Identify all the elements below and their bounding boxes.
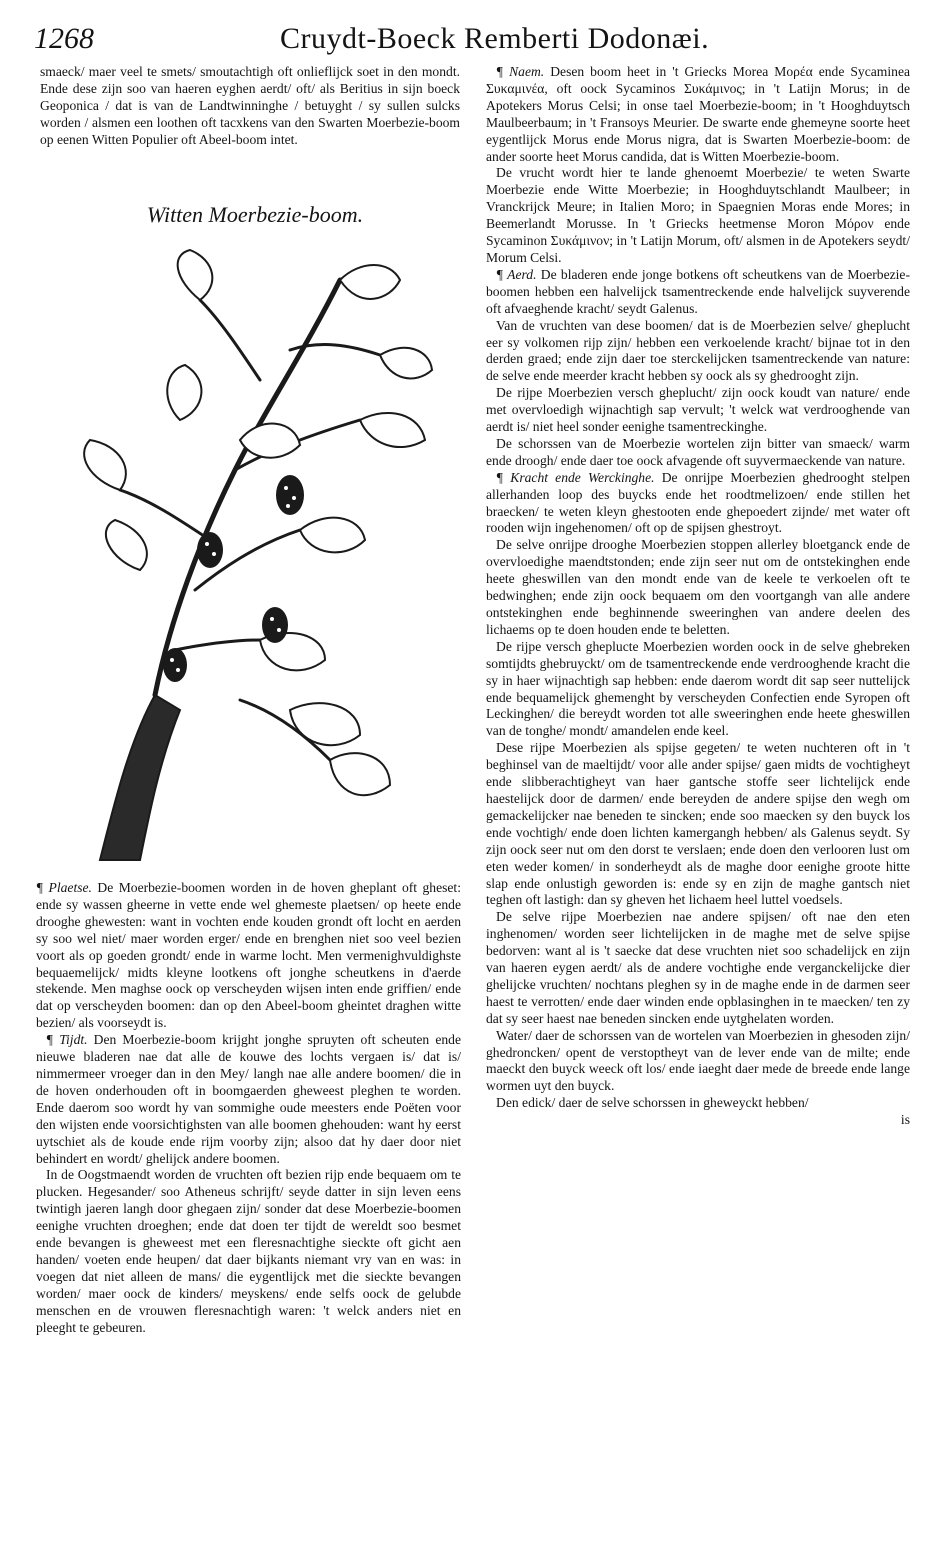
left-column-bottom bbox=[36, 880, 461, 1336]
paragraph bbox=[36, 1167, 461, 1336]
paragraph-text: De bladeren ende jonge botkens oft scheutkens van de Moerbezie-boomen hebben een halvelijck tsamentreckende ende halvelijck suyverende oft afvaeghende kracht/ seydt Galenus. bbox=[486, 266, 910, 316]
paragraph-text: Dese rijpe Moerbezien als spijse gegeten/ te weten nuchteren oft in 't beghinsel van de maeltijdt/ voor alle ander spijse/ gaen midts de vochtigheyt ende slibberachtigheyt van haer gantsche stoffe seer lichtelijck ende haestelijck door de darmen/ ende bereyden de andere spijse den wegh om gemackelijcker nae beneden te sincken; ende soo maecken sy den buyck los ende vochtigh/ ende doen lichten kamergangh hebben/ als Galenus seydt. Sy zijn oock seer nut om den dorst te verslaen; ende doen den verlooren lust om eten weder komen/ in sonderheydt als de maghe door eenighe groote hitte slap ende onlustigh geworden is: ende sy en zijn de maghe gantsch niet teghen oft lastigh: dan sy gheven het lichaem heel luttel voedsels. bbox=[486, 740, 910, 908]
paragraph bbox=[486, 1095, 910, 1112]
paragraph bbox=[486, 470, 910, 538]
paragraph-text: In de Oogstmaendt worden de vruchten oft bezien rijp ende bequaem om te plucken. Hegesander/ soo Atheneus schrijft/ seyde datter in sijn leven eens twintigh jaeren langh door ghegaen zijn/ sonder dat dese Moerbezie-boomen eenighe vruchten droeghen; ende dat doen ter tijdt de wereldt soo besmet ende bevangen is gheweest met een fleresnachtighe sieckte oft gicht aen handen/ voeten ende heupen/ dat daer bijkants niemant vry van en was: in voegen dat niet alleen de mans/ die eygentlijck met die sieckte bevangen worden/ maer oock de kinders/ meyskens/ ende selfs oock de gelubde menschen en de vrouwen fleresnachtigh waren: 't welck anders niet en pleeght te gebeuren. bbox=[36, 1167, 461, 1335]
paragraph-text: De rijpe Moerbezien versch gheplucht/ zijn oock koudt van nature/ ende met overvloedigh wijnachtigh sap vervult; 't welck wat verdrooghende van aerdt is/ niet heel sonder eenighe tsamentreckinghe. bbox=[486, 385, 910, 435]
paragraph bbox=[486, 436, 910, 470]
left-column-top bbox=[40, 64, 460, 149]
illustration-caption: Witten Moerbezie-boom. bbox=[146, 202, 364, 227]
paragraph-text: De selve rijpe Moerbezien nae andere spijsen/ oft nae den eten inghenomen/ worden seer lichtelijcken in de maghe met de selve spijse bedorven: want al is 't saecke dat dese vruchten niet soo schadelijck en zijn van haeren eygen aerdt/ als de andere vochtighe ende verganckelijcke dier ghelijcke vruchten/ nochtans pleghen sy in de maghe ende in de darmen seer haest te verrotten/ ende daer winden ende opblasinghen in te maecken/ ten zy dat sy seer haest nae beneden sincken ende uytghelaten worden. bbox=[486, 909, 910, 1026]
paragraph bbox=[486, 318, 910, 386]
right-column bbox=[486, 64, 910, 1129]
mulberry-branch-woodcut bbox=[60, 240, 440, 875]
catchword: is bbox=[900, 1112, 910, 1128]
paragraph-text: Water/ daer de schorssen van de wortelen van Moerbezien in ghesoden zijn/ ghedroncken/ opent de verstoptheyt van de lever ende van de milte; ende maeckt den buyck weeck oft los/ ende iaeght daer mede de breede ende lange wormen uyt den buyck. bbox=[486, 1027, 910, 1094]
paragraph-text: De selve onrijpe drooghe Moerbezien stoppen allerley bloetganck ende de overvloedighe maendtstonden; ende zijn seer nut om de ontstekinghen ende heete gheswillen van den mondt ende van de keele te verkoelen oft te bedwinghen; ende zijn oock bequaem om den voortgangh van alle andere ontstekinghen ende beghinnende sweeringhen van andere deelen des lichaems op te doen houden ende te beletten. bbox=[486, 537, 910, 637]
paragraph: smaeck/ maer veel te smets/ smoutachtigh oft onlieflijck soet in den mondt. Ende dese zijn soo van haeren eyghen aerdt/ oft/ als Beritius in sijn boeck Geoponica / dat is van de Landtwinninghe / betuyght / sy sullen sulcks worden / alsmen een loothen oft tacxkens van den Swarten Moerbezie-boom op eenen Witten Populier oft Abeel-boom intet. bbox=[40, 64, 460, 147]
section-label: ¶ Naem. bbox=[496, 64, 545, 79]
section-label: ¶ Plaetse. bbox=[36, 880, 92, 895]
paragraph-text: De vrucht wordt hier te lande ghenoemt Moerbezie/ te weten Swarte Moerbezie ende Witte Moerbezie; in Hooghduytschlandt Maulbeer; in Vranckrijck Meure; in Italien Moro; in Spaegnien Moras ende Mores; in Beemerlandt Morusse. In 't Griecks heetmense Moron Μόρον ende Sycaminon Συκάμινον; in 't Latijn Morum, oft/ alsmen in de Apotekers seydt/ Morum Celsi. bbox=[486, 165, 910, 265]
paragraph bbox=[486, 385, 910, 436]
paragraph bbox=[486, 165, 910, 266]
paragraph-text: Den Moerbezie-boom krijght jonghe spruyten oft scheuten ende nieuwe bladeren nae dat alle de kouwe des lochts vergaen is/ dat is/ nimmermeer vroeger dan in den Mey/ langh nae alle andere boomen/ die in de hoven onderhouden oft in boomgaerden gheweest pleghen te worden. Ende daerom soo wordt hy van sommighe oude meesters ende Poëten voor den wijsten ende voorsichtighsten van alle boomen ghehouden: want hy eerst uytschiet als de koude ende rijm voorby zijn; alsoo dat hy daer door niet behindert en wordt/ ghelijck andere boomen. bbox=[36, 1032, 461, 1166]
paragraph bbox=[486, 740, 910, 909]
section-label: ¶ Kracht ende Werckinghe. bbox=[496, 469, 655, 485]
paragraph bbox=[36, 1032, 461, 1167]
paragraph bbox=[486, 639, 910, 740]
paragraph-text: De Moerbezie-boomen worden in de hoven gheplant oft gheset: ende sy wassen gheerne in vette ende wel ghemeste plaetsen/ op heete ende drooghe ghewesten: want in vochten ende kouden grondt oft locht en aerden sy soo wel niet/ maer worden erger/ ende en brenghen niet soo veel bezien voort als op goeden grondt/ ende in warme locht. Men vermenighvuldighste bequaemelijck/ midts kleyne lootkens oft jonghe scheutkens in d'aerde stekende. Men maghse oock op verscheyden wijsen inten ende griffien/ ende dat op verscheyden boomen: dan op den Abeel-boom gheintet draghen witte bezien/ als voorseydt is. bbox=[36, 880, 461, 1031]
paragraph-text: Van de vruchten van dese boomen/ dat is de Moerbezien selve/ gheplucht eer sy volkomen rijp zijn/ hebben een verkoelende kracht/ bijnae tot in den derden graed; ende zijn daer toe sterckelijcken tsamentreckende van nature: de selve ende meerder kracht hebben sy oock als sy ghedrooght zijn. bbox=[486, 317, 910, 384]
paragraph-text: De onrijpe Moerbezien ghedrooght stelpen allerhanden loop des buycks ende het roodtmelizoen/ ende stillen het braecken/ te weten kleyn ghestooten ende ghepoedert zijnde/ met water oft rooden wijn ingehenomen/ oft op de spijsen ghestroyt. bbox=[486, 469, 910, 536]
paragraph bbox=[486, 64, 910, 165]
paragraph-text: De rijpe versch gheplucte Moerbezien worden oock in de selve ghebreken somtijdts ghebruyckt/ om de tsamentreckende ende verdrooghende kracht die sy in haer wijnachtigh sap hebben: ende daerom wordt dit sap seer nuttelijck ende bequamelijck ghemenght by verscheyden Confectien ende Syropen oft Leckinghen/ die bereydt worden tot alle sweeringhen ende heete gheswillen van de tonghe/ mondt/ amandelen ende keel. bbox=[486, 638, 910, 739]
paragraph-text: De schorssen van de Moerbezie wortelen zijn bitter van smaeck/ warm ende droogh/ ende daer toe oock afvagende oft suyvermaeckende van nature. bbox=[486, 435, 910, 468]
page-number: 1268 bbox=[34, 22, 94, 55]
section-label: ¶ Aerd. bbox=[496, 266, 537, 282]
paragraph bbox=[486, 267, 910, 318]
section-label: ¶ Tijdt. bbox=[46, 1032, 88, 1048]
paragraph bbox=[36, 880, 461, 1032]
running-title: Cruydt-Boeck Remberti Dodonæi. bbox=[280, 22, 710, 55]
paragraph-text: Desen boom heet in 't Griecks Morea Μορέα ende Sycaminea Συκαμινέα, oft oock Sycaminos Συκάμινος; in 't Latijn Morus; in de Apotekers Morus Celsi; in onse tael Moerbezie-boom; in 't Hooghduytsch Maulbeerbaum; in 't Fransoys Meurier. De swarte ende ghemeyne soorte heet eygentlijck Morus ende Morus nigra, dat is Swarten Moerbezie-boom: de ander soorte heet Morus candida, dat is Witten Moerbezie-boom. bbox=[486, 64, 911, 164]
paragraph bbox=[486, 909, 910, 1027]
paragraph-text: Den edick/ daer de selve schorssen in gheweyckt hebben/ bbox=[496, 1095, 809, 1111]
paragraph bbox=[486, 537, 910, 638]
paragraph bbox=[486, 1028, 910, 1096]
